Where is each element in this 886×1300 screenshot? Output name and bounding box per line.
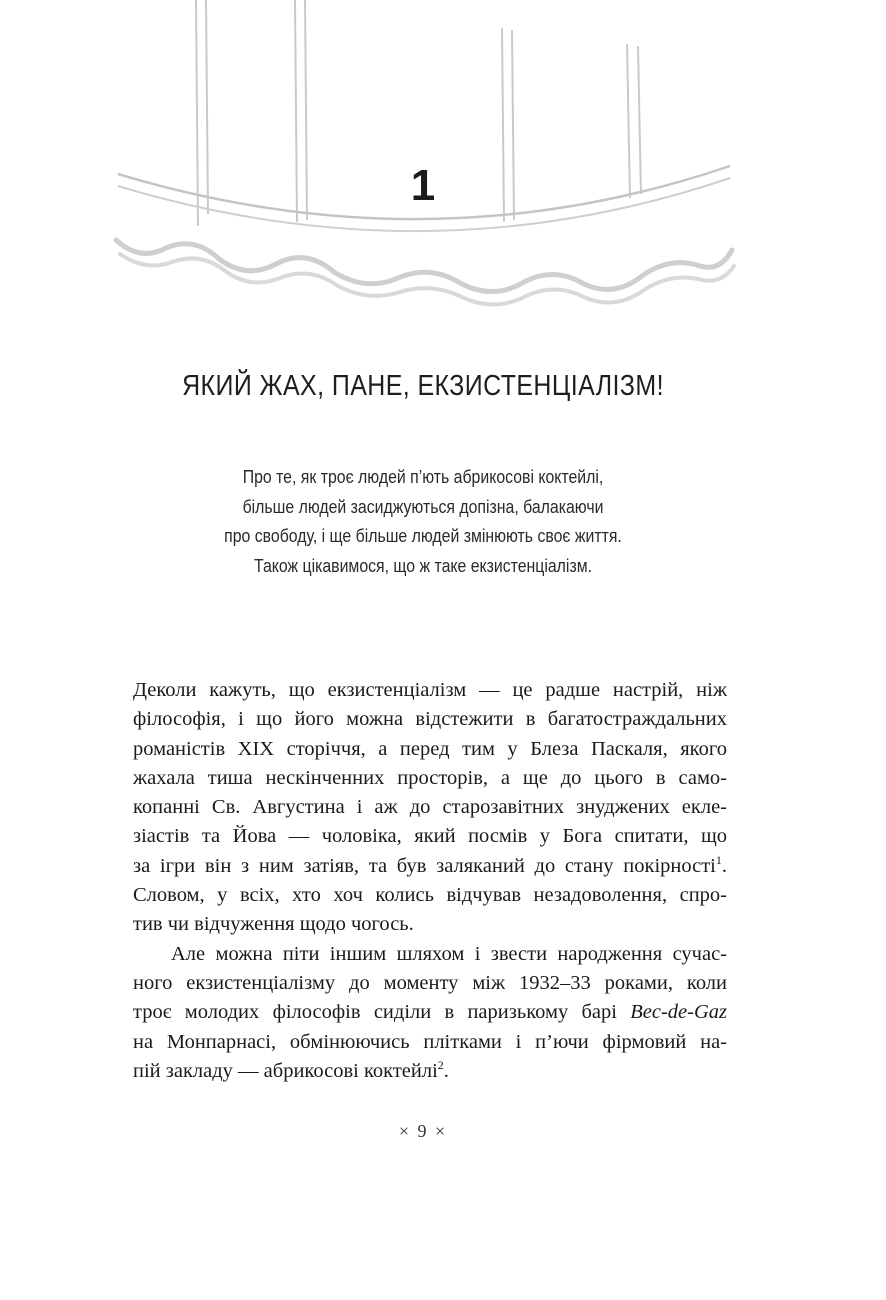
epigraph-line: про свободу, і ще більше людей змінюють своє життя. bbox=[224, 526, 622, 546]
body-line-with-footnote: пій закладу — абрикосові коктейлі$^2$. bbox=[133, 1057, 449, 1082]
wave-line bbox=[116, 240, 732, 292]
body-line: жахала тиша нескінченних просторів, а ще до цього в само- bbox=[133, 766, 727, 789]
body-line-with-footnote: за ігри він з ним затіяв, та був заляканий до стану покірності$^1$. bbox=[133, 852, 727, 877]
body-line: зіастів та Йова — чоловіка, який посмів у Бога спитати, що bbox=[133, 825, 727, 848]
body-line-text: троє молодих філософів сиділи в паризькому барі bbox=[133, 1001, 617, 1024]
body-line: філософія, і що його можна відстежити в багатостраждальних bbox=[133, 708, 727, 731]
body-line: Але можна піти іншим шляхом і звести народження сучас- bbox=[171, 942, 727, 965]
body-line: тив чи відчуження щодо чогось. bbox=[133, 913, 414, 936]
body-text bbox=[133, 676, 727, 1086]
footnote-marker[interactable]: 2 bbox=[437, 1057, 444, 1072]
body-line-text: пій закладу — абрикосові коктейлі bbox=[133, 1059, 438, 1082]
body-line-text: за ігри він з ним затіяв, та був заляканий до стану покірності bbox=[133, 854, 716, 877]
epigraph-line: Про те, як троє людей п’ють абрикосові коктейлі, bbox=[242, 467, 604, 487]
body-line-with-italic bbox=[133, 998, 727, 1027]
body-line: на Монпарнасі, обмінюючись плітками і п’ючи фірмовий на- bbox=[133, 1030, 727, 1053]
body-line: ного екзистенціалізму до моменту між 1932–33 роками, коли bbox=[133, 971, 727, 994]
page-number: × 9 × bbox=[398, 1121, 448, 1141]
body-line: Словом, у всіх, хто хоч колись відчував незадоволення, спро- bbox=[133, 884, 727, 907]
chapter-title: ЯКИЙ ЖАХ, ПАНЕ, ЕКЗИСТЕНЦІАЛІЗМ! bbox=[182, 370, 664, 402]
body-line: романістів XIX сторіччя, а перед тим у Блеза Паскаля, якого bbox=[133, 737, 727, 760]
body-line: копанні Св. Августина і аж до старозавітних знуджених екле- bbox=[133, 796, 727, 819]
epigraph-line: Також цікавимося, що ж таке екзистенціалізм. bbox=[253, 555, 593, 576]
body-line: Деколи кажуть, що екзистенціалізм — це радше настрій, ніж bbox=[133, 679, 727, 701]
chapter-number: 1 bbox=[410, 161, 436, 210]
epigraph-line: більше людей засиджуються допізна, балакаючи bbox=[242, 496, 604, 517]
bar-name-italic: Bec-de-Gaz bbox=[630, 1001, 727, 1024]
footnote-marker[interactable]: 1 bbox=[715, 852, 722, 867]
wave-line bbox=[120, 254, 734, 305]
chapter-epigraph bbox=[51, 463, 795, 581]
